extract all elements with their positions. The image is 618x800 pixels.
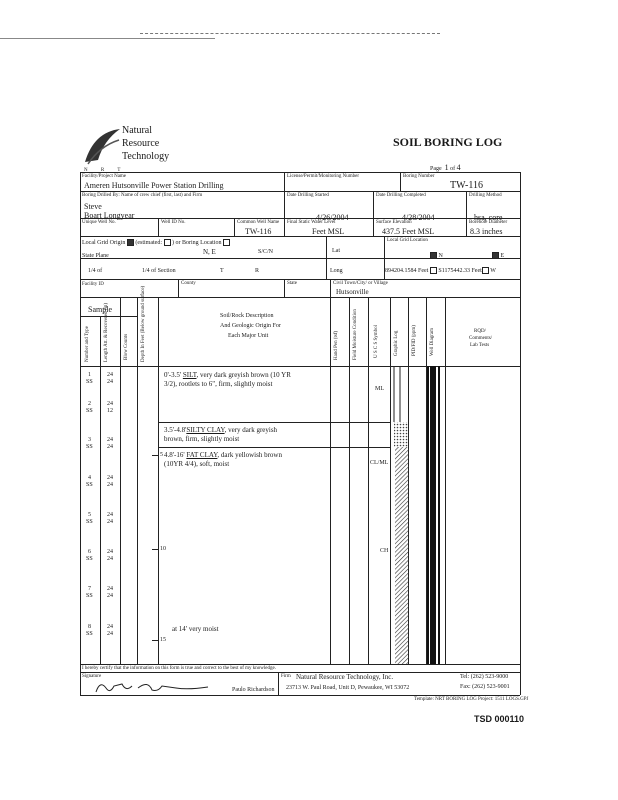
firm-name: Natural Resource Technology, Inc. [296, 673, 394, 681]
license-label: License/Permit/Monitoring Number [287, 174, 360, 179]
boring-location-box[interactable] [223, 239, 230, 246]
firm-tel: Tel: (262) 523-9000 [460, 674, 509, 680]
sample-number: 8 [88, 624, 91, 630]
civil-town-label: Civil Town/City/ or Village [333, 281, 388, 286]
sample-number: 2 [88, 401, 91, 407]
grid-w-checkbox[interactable] [482, 267, 489, 274]
quarter-label: 1/4 of [88, 268, 103, 274]
common-well-value: TW-116 [245, 227, 272, 236]
sample-att: 24 [107, 512, 113, 518]
date-completed-label: Date Drilling Completed [376, 193, 426, 198]
uscs-clml: CL/ML [370, 460, 389, 466]
date-started-label: Date Drilling Started [287, 193, 329, 198]
sample-number: 3 [88, 437, 91, 443]
lat-label: Lat [332, 248, 340, 254]
local-grid-location-label: Local Grid Location [387, 238, 428, 243]
estimated-box[interactable] [164, 239, 171, 246]
signature-label: Signature [82, 674, 102, 679]
col-rqd-3: Lab Tests [470, 343, 490, 348]
well-id-label: Well ID No. [161, 220, 186, 225]
sample-type: SS [86, 408, 93, 414]
signature-graphic [92, 678, 212, 696]
company-logo [82, 126, 182, 176]
sample-type: SS [86, 379, 93, 385]
sample-type: SS [86, 444, 93, 450]
col-hand-pen: Hand Pen (tsf) [334, 330, 339, 360]
logo-line-1: Natural [122, 125, 152, 136]
grid-e-option: E [492, 252, 504, 259]
r-label: R [255, 268, 260, 274]
col-number-type: Number and Type [85, 326, 90, 362]
t-label: T [220, 268, 224, 274]
swoosh-icon [82, 126, 122, 166]
sample-type: SS [86, 556, 93, 562]
sample-number: 7 [88, 586, 91, 592]
grid-n-checkbox[interactable] [430, 252, 437, 259]
boring-number-label: Boring Number [403, 174, 435, 179]
sample-type: SS [86, 631, 93, 637]
common-well-label: Common Well Name [237, 220, 280, 225]
date-completed-value: 4/28/2004 [402, 213, 435, 222]
crew-first: Steve [84, 202, 102, 211]
state-plane-label: State Plane [82, 253, 109, 259]
borehole-diam-value: 8.3 inches [470, 227, 503, 236]
sample-number: 4 [88, 475, 91, 481]
sample-att: 24 [107, 586, 113, 592]
signer-name: Paulo Richardson [232, 687, 275, 693]
grid-values: 894204.1584 Feet S1175442.33 Feet W [385, 267, 496, 274]
estimated-checkbox[interactable] [127, 239, 134, 246]
sample-att: 24 [107, 549, 113, 555]
depth-tick-15: 15 [160, 637, 166, 643]
col-description-3: Each Major Unit [228, 333, 269, 339]
facility-label: Facility/Project Name [82, 174, 127, 179]
col-graphic-log: Graphic Log [394, 330, 399, 356]
depth-tick-5: 5 [160, 452, 163, 458]
page-title: SOIL BORING LOG [393, 135, 503, 149]
method-label: Drilling Method [469, 193, 502, 198]
sample-att: 24 [107, 437, 113, 443]
firm-address: 23713 W. Paul Road, Unit D, Pewaukee, WI 53072 [286, 685, 410, 691]
method-value: hsa, core [474, 213, 503, 222]
template-note: Template: NRT BORING LOG Project: 1511 LOGS.GPJ [414, 697, 529, 702]
sample-att: 24 [107, 372, 113, 378]
sample-number: 5 [88, 512, 91, 518]
graphic-log [390, 366, 446, 664]
col-uscs: U S C S Symbol [374, 324, 379, 358]
uscs-ch: CH [380, 548, 389, 554]
note-14ft: at 14' very moist [172, 625, 219, 633]
logo-abbr: N R T [84, 168, 127, 173]
local-grid-origin: Local Grid Origin (estimated: ) or Boring Location [82, 239, 230, 246]
scan-dashes [140, 33, 440, 36]
grid-n-option: N [430, 252, 443, 259]
quarter-section-label: 1/4 of Section [142, 268, 176, 274]
civil-town-value: Hutsonville [336, 288, 369, 296]
scn-label: S/C/N [258, 249, 274, 255]
sample-type: SS [86, 482, 93, 488]
sample-rec: 24 [107, 593, 113, 599]
sample-number: 6 [88, 549, 91, 555]
facility-id-label: Facility ID [82, 282, 104, 287]
bates-number: TSD 000110 [474, 714, 525, 724]
boring-number-value: TW-116 [450, 180, 483, 191]
scan-line-top [0, 38, 215, 39]
sample-att: 24 [107, 475, 113, 481]
firm-label: Firm [281, 674, 291, 679]
grid-e-checkbox[interactable] [492, 252, 499, 259]
sample-rec: 24 [107, 444, 113, 450]
col-pid: PID/FID (ppm) [412, 325, 417, 356]
sample-rec: 24 [107, 519, 113, 525]
col-depth: Depth In Feet (Below ground surface) [141, 285, 146, 362]
uscs-ml: ML [375, 386, 384, 392]
col-rqd-1: RQD/ [474, 329, 486, 334]
col-well-diagram: Well Diagram [430, 327, 435, 356]
sample-number: 1 [88, 372, 91, 378]
col-rqd-2: Comments/ [469, 336, 493, 341]
sample-rec: 24 [107, 379, 113, 385]
sample-label: Sample [88, 305, 112, 314]
borehole-diam-label: Borehole Diameter [469, 220, 508, 225]
col-description-2: And Geologic Origin For [220, 323, 281, 329]
boring-drilled-label: Boring Drilled By: Name of crew chief (first, last) and Firm [82, 193, 203, 198]
col-blow-counts: Blow Counts [124, 333, 129, 360]
ne-label: N, E [203, 248, 216, 256]
sample-rec: 24 [107, 631, 113, 637]
date-started-value: 4/26/2004 [316, 213, 349, 222]
sample-att: 24 [107, 624, 113, 630]
long-label: Long [330, 268, 343, 274]
sample-rec: 24 [107, 482, 113, 488]
description-2: 3.5'-4.8'SILTY CLAY, very dark greyish brown, firm, slightly moist [164, 426, 278, 443]
page-indicator: Page 1 of 4 [430, 163, 461, 172]
state-label: State [287, 281, 297, 286]
logo-line-2: Resource [122, 138, 160, 149]
col-field-moisture: Field Moisture Condition [353, 309, 358, 360]
facility-value: Ameren Hutsonville Power Station Drilling [84, 181, 224, 190]
certify-text: I hereby certify that the information on this form is true and correct to the best of my knowledge. [82, 666, 276, 671]
crew-company: Boart Longyear [84, 211, 135, 220]
col-description-1: Soil/Rock Description [220, 313, 274, 319]
sample-rec: 12 [107, 408, 113, 414]
surface-elev-value: 437.5 Feet MSL [382, 227, 435, 236]
col-length: Length Att. & Recovered (in) [104, 302, 109, 362]
depth-tick-10: 10 [160, 546, 166, 552]
description-1: 0'-3.5' SILT, very dark greyish brown (10 YR 3/2), rootlets to 6", firm, slightly moist [164, 371, 291, 388]
description-3: 4.8'-16' FAT CLAY, dark yellowish brown (10YR 4/4), soft, moist [164, 451, 282, 468]
firm-fax: Fax: (262) 523-9001 [460, 684, 510, 690]
grid-s-checkbox[interactable] [430, 267, 437, 274]
county-label: County [181, 281, 196, 286]
sample-type: SS [86, 593, 93, 599]
unique-well-label: Unique Well No. [82, 220, 116, 225]
static-water-value: Feet MSL [312, 227, 345, 236]
surface-elev-label: Surface Elevation [376, 220, 412, 225]
sample-rec: 24 [107, 556, 113, 562]
sample-att: 24 [107, 401, 113, 407]
logo-line-3: Technology [122, 151, 170, 162]
sample-type: SS [86, 519, 93, 525]
static-water-label: Final Static Water Level [287, 220, 336, 225]
